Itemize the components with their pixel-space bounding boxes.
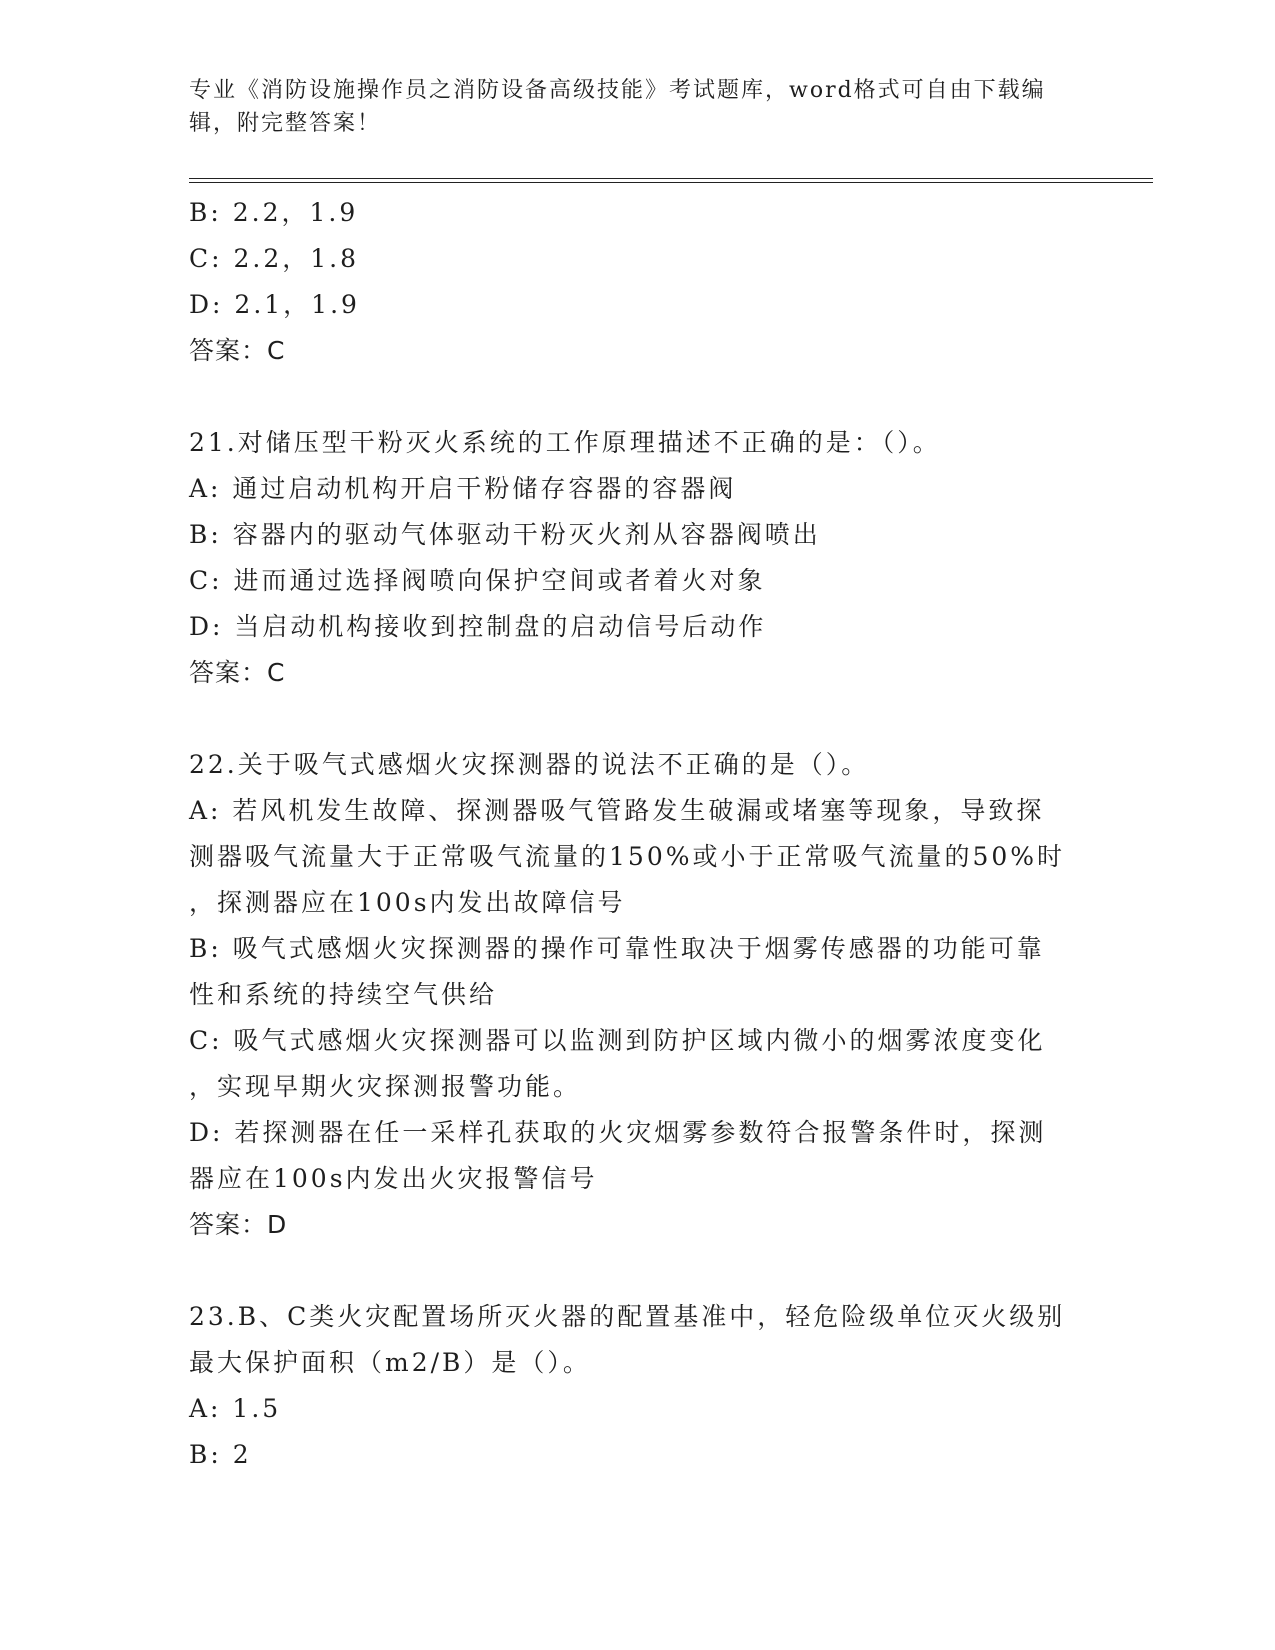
answer-label: 答案：D [189, 1210, 288, 1239]
option-b-line-1: B: 吸气式感烟火灾探测器的操作可靠性取决于烟雾传感器的功能可靠 [189, 934, 1045, 963]
question-title-line-2: 最大保护面积（m2/B）是（）。 [189, 1348, 591, 1377]
header-line-1: 专业《消防设施操作员之消防设备高级技能》考试题库，word格式可自由下载编 [189, 78, 1046, 103]
option-a-line-2: 测器吸气流量大于正常吸气流量的150%或小于正常吸气流量的50%时 [189, 842, 1066, 871]
question-22 [189, 742, 1089, 1248]
document-body [189, 190, 1089, 1478]
option-c: C: 进而通过选择阀喷向保护空间或者着火对象 [189, 566, 766, 595]
option-a: A: 通过启动机构开启干粉储存容器的容器阀 [189, 474, 737, 503]
header-line-2: 辑，附完整答案！ [189, 111, 382, 136]
question-title: 21.对储压型干粉灭火系统的工作原理描述不正确的是：（）。 [189, 428, 941, 457]
option-d: D: 当启动机构接收到控制盘的启动信号后动作 [189, 612, 767, 641]
question-title: 22.关于吸气式感烟火灾探测器的说法不正确的是（）。 [189, 750, 870, 779]
option-c: C: 2.2，1.8 [189, 244, 360, 273]
option-c-line-2: ，实现早期火灾探测报警功能。 [189, 1072, 582, 1101]
option-a-line-1: A: 若风机发生故障、探测器吸气管路发生破漏或堵塞等现象，导致探 [189, 796, 1045, 825]
option-a-line-3: ，探测器应在100s内发出故障信号 [189, 888, 626, 917]
header-rule-bottom [189, 182, 1153, 183]
answer-label: 答案：C [189, 658, 286, 687]
question-title-line-1: 23.B、C类火灾配置场所灭火器的配置基准中，轻危险级单位灭火级别 [189, 1302, 1066, 1331]
option-b: B: 2.2，1.9 [189, 198, 359, 227]
option-c-line-1: C: 吸气式感烟火灾探测器可以监测到防护区域内微小的烟雾浓度变化 [189, 1026, 1046, 1055]
option-d-line-1: D: 若探测器在任一采样孔获取的火灾烟雾参数符合报警条件时，探测 [189, 1118, 1047, 1147]
question-20-continued [189, 190, 1089, 374]
option-b: B: 2 [189, 1440, 252, 1469]
answer-label: 答案：C [189, 336, 286, 365]
question-23 [189, 1294, 1089, 1478]
spacer [189, 374, 1089, 420]
spacer [189, 696, 1089, 742]
option-a: A: 1.5 [189, 1394, 282, 1423]
question-21 [189, 420, 1089, 696]
spacer [189, 1248, 1089, 1294]
header-rule-top [189, 178, 1153, 179]
page-header [189, 74, 1089, 140]
option-b-line-2: 性和系统的持续空气供给 [189, 980, 498, 1009]
option-b: B: 容器内的驱动气体驱动干粉灭火剂从容器阀喷出 [189, 520, 821, 549]
option-d-line-2: 器应在100s内发出火灾报警信号 [189, 1164, 598, 1193]
option-d: D: 2.1，1.9 [189, 290, 360, 319]
